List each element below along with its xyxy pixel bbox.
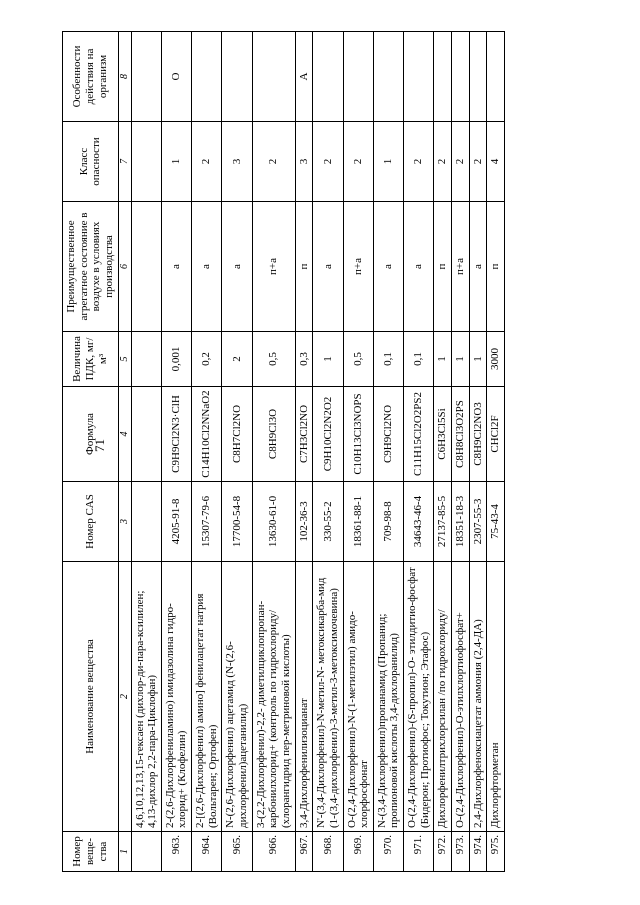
header-name: Наименование вещества [63, 562, 119, 832]
formula-cell: C8H7Cl2NO [222, 387, 252, 482]
aggregate-state-cell: а [469, 202, 487, 332]
effect-cell [404, 32, 434, 122]
pdk-value-cell: 0,1 [404, 332, 434, 387]
formula-cell: C14H10Cl2NNaO2 [192, 387, 222, 482]
column-number: 6 [118, 202, 131, 332]
hazard-class-cell: 3 [222, 122, 252, 202]
pdk-value-cell: 1 [434, 332, 452, 387]
table-row [469, 32, 487, 872]
cas-number-cell: 13630-61-0 [252, 482, 295, 562]
header-effect: Особенности действия на организм [63, 32, 119, 122]
effect-cell [373, 32, 403, 122]
header-number: Номер веще-ства [63, 832, 119, 872]
substance-name-cell: Дихлорфенилтрихлорсилан /по гидрохлориду/ [434, 562, 452, 832]
substance-name-cell: N'-(3,4-Дихлорфенил)-N-метил-N- метоксикарба-мид (1-(3,4-дихлорфенил)-3-метил-3-метоксимочевина) [313, 562, 343, 832]
column-number: 5 [118, 332, 131, 387]
hazard-class-cell: 4 [487, 122, 505, 202]
substance-name-cell: 2-[(2,6-Дихлорфенил) амино] фенилацетат натрия (Вольтарен; Ортофен) [192, 562, 222, 832]
effect-cell [252, 32, 295, 122]
header-pdk: Величина ПДК, мг/м³ [63, 332, 119, 387]
pdk-value-cell: 0,2 [192, 332, 222, 387]
cas-number-cell: 27137-85-5 [434, 482, 452, 562]
effect-cell [487, 32, 505, 122]
formula-cell: C10H13Cl3NOPS [343, 387, 373, 482]
header-class: Класс опасности [63, 122, 119, 202]
row-number-cell: 973. [452, 832, 470, 872]
pdk-value-cell [131, 332, 161, 387]
hazard-class-cell: 1 [373, 122, 403, 202]
row-number-cell: 965. [222, 832, 252, 872]
table-row [222, 32, 252, 872]
formula-cell: C9H9Cl2N3·ClH [161, 387, 191, 482]
row-number-cell: 975. [487, 832, 505, 872]
cas-number-cell: 102-36-3 [295, 482, 313, 562]
aggregate-state-cell: п+а [343, 202, 373, 332]
formula-cell: C8H8Cl3O2PS [452, 387, 470, 482]
pdk-value-cell: 0,5 [343, 332, 373, 387]
aggregate-state-cell [131, 202, 161, 332]
effect-cell [222, 32, 252, 122]
table-row [295, 32, 313, 872]
table-row [434, 32, 452, 872]
table-row [373, 32, 403, 872]
substance-name-cell: O-(2,4-Дихлорфенил)-N-(1-метилэтил) амидо-хлорфосфонат [343, 562, 373, 832]
hazard-class-cell: 2 [469, 122, 487, 202]
column-number: 7 [118, 122, 131, 202]
pdk-value-cell: 0,5 [252, 332, 295, 387]
row-number-cell: 971. [404, 832, 434, 872]
row-number-cell: 966. [252, 832, 295, 872]
table-row [313, 32, 343, 872]
header-cas: Номер CAS [63, 482, 119, 562]
effect-cell [192, 32, 222, 122]
aggregate-state-cell: а [161, 202, 191, 332]
row-number-cell: 974. [469, 832, 487, 872]
table-row [192, 32, 222, 872]
formula-cell: C11H15Cl2O2PS2 [404, 387, 434, 482]
row-number-cell: 968. [313, 832, 343, 872]
header-formula: Формула [63, 387, 119, 482]
aggregate-state-cell: а [222, 202, 252, 332]
pdk-value-cell: 0,3 [295, 332, 313, 387]
pdk-value-cell: 1 [313, 332, 343, 387]
hazard-class-cell: 2 [452, 122, 470, 202]
formula-cell: C8H9Cl3O [252, 387, 295, 482]
header-row [63, 32, 119, 872]
cas-number-cell: 18351-18-3 [452, 482, 470, 562]
substance-name-cell: 3,4-Дихлорфенилизоцианат [295, 562, 313, 832]
pdk-value-cell: 2 [222, 332, 252, 387]
table-row [452, 32, 470, 872]
aggregate-state-cell: п [434, 202, 452, 332]
effect-cell [452, 32, 470, 122]
formula-cell: C8H9Cl2NO3 [469, 387, 487, 482]
cas-number-cell: 75-43-4 [487, 482, 505, 562]
pdk-value-cell: 3000 [487, 332, 505, 387]
hazard-class-cell [131, 122, 161, 202]
cas-number-cell [131, 482, 161, 562]
cas-number-cell: 330-55-2 [313, 482, 343, 562]
pdk-value-cell: 1 [452, 332, 470, 387]
hazard-class-cell: 2 [252, 122, 295, 202]
row-number-cell: 972. [434, 832, 452, 872]
hazard-class-cell: 1 [161, 122, 191, 202]
formula-cell: CHCl2F [487, 387, 505, 482]
aggregate-state-cell: а [404, 202, 434, 332]
formula-cell: C9H9Cl2NO [373, 387, 403, 482]
aggregate-state-cell: п+а [252, 202, 295, 332]
column-number: 2 [118, 562, 131, 832]
hazard-class-cell: 2 [434, 122, 452, 202]
substance-name-cell: O-(2,4-Дихлорфенил)-O-этилхлортиофосфат+ [452, 562, 470, 832]
table-row [252, 32, 295, 872]
substance-name-cell: 2-(2,6-Дихлорфениламино) имидазолина гидро-хлорид+ (Клофелин) [161, 562, 191, 832]
effect-cell [313, 32, 343, 122]
formula-cell: C9H10Cl2N2O2 [313, 387, 343, 482]
aggregate-state-cell: а [313, 202, 343, 332]
substance-name-cell: 3-(2,2-Дихлорфенил)-2,2- диметилциклопропан-карбонилхлорид+ (контроль по гидрохлориду/ (хлорангидрид пер-метриновой кислоты) [252, 562, 295, 832]
formula-cell [131, 387, 161, 482]
column-number: 3 [118, 482, 131, 562]
substance-name-cell: Дихлорфторметан [487, 562, 505, 832]
row-number-cell: 963. [161, 832, 191, 872]
substance-name-cell: N-(2,6-Дихлорфенил) ацетамид (N-(2,6-дихлорфенил)ацетанилид) [222, 562, 252, 832]
effect-cell [343, 32, 373, 122]
row-number-cell: 969. [343, 832, 373, 872]
aggregate-state-cell: п [295, 202, 313, 332]
table-row [404, 32, 434, 872]
hazard-class-cell: 2 [192, 122, 222, 202]
table-row [487, 32, 505, 872]
substance-name-cell: 4,6,10,12,13,15-гексаен (дихлор-ди-пара-ксилилен; 4,13-дихлор 2,2-пара-Циклофан) [131, 562, 161, 832]
cas-number-cell: 18361-88-1 [343, 482, 373, 562]
cas-number-cell: 15307-79-6 [192, 482, 222, 562]
aggregate-state-cell: а [373, 202, 403, 332]
table-row [343, 32, 373, 872]
cas-number-cell: 2307-55-3 [469, 482, 487, 562]
hazard-class-cell: 3 [295, 122, 313, 202]
table-row [161, 32, 191, 872]
pdk-value-cell: 1 [469, 332, 487, 387]
table-body [131, 32, 504, 872]
table-row [131, 32, 161, 872]
header-state: Преимущественное агрегатное состояние в воздухе в условиях производства [63, 202, 119, 332]
row-number-cell [131, 832, 161, 872]
column-number: 1 [118, 832, 131, 872]
effect-cell: О [161, 32, 191, 122]
column-number: 8 [118, 32, 131, 122]
cas-number-cell: 4205-91-8 [161, 482, 191, 562]
pdk-value-cell: 0,001 [161, 332, 191, 387]
substance-name-cell: 2,4-Дихлорфеноксиацетат аммония (2,4-ДА) [469, 562, 487, 832]
cas-number-cell: 709-98-8 [373, 482, 403, 562]
hazard-class-cell: 2 [313, 122, 343, 202]
aggregate-state-cell: п+а [452, 202, 470, 332]
substance-name-cell: N-(3,4-Дихлорфенил)пропанамид (Пропанид; пропионовой кислоты 3,4-дихлоранилид) [373, 562, 403, 832]
page-number: 71 [92, 439, 107, 452]
rotated-table-container [62, 32, 597, 872]
substance-name-cell: O-(2,4-Дихлорфенил)-(S-пропил)-O- этилдитио-фосфат (Бидерон; Протиофос; Токутион; Этафос) [404, 562, 434, 832]
column-number-row [118, 32, 131, 872]
hazard-class-cell: 2 [404, 122, 434, 202]
row-number-cell: 970. [373, 832, 403, 872]
cas-number-cell: 34643-46-4 [404, 482, 434, 562]
hazard-class-cell: 2 [343, 122, 373, 202]
formula-cell: C6H3Cl5Si [434, 387, 452, 482]
effect-cell: А [295, 32, 313, 122]
effect-cell [469, 32, 487, 122]
column-number: 4 [118, 387, 131, 482]
cas-number-cell: 17700-54-8 [222, 482, 252, 562]
substances-table [62, 31, 505, 872]
row-number-cell: 964. [192, 832, 222, 872]
pdk-value-cell: 0,1 [373, 332, 403, 387]
formula-cell: C7H3Cl2NO [295, 387, 313, 482]
row-number-cell: 967. [295, 832, 313, 872]
effect-cell [434, 32, 452, 122]
aggregate-state-cell: а [192, 202, 222, 332]
effect-cell [131, 32, 161, 122]
aggregate-state-cell: п [487, 202, 505, 332]
